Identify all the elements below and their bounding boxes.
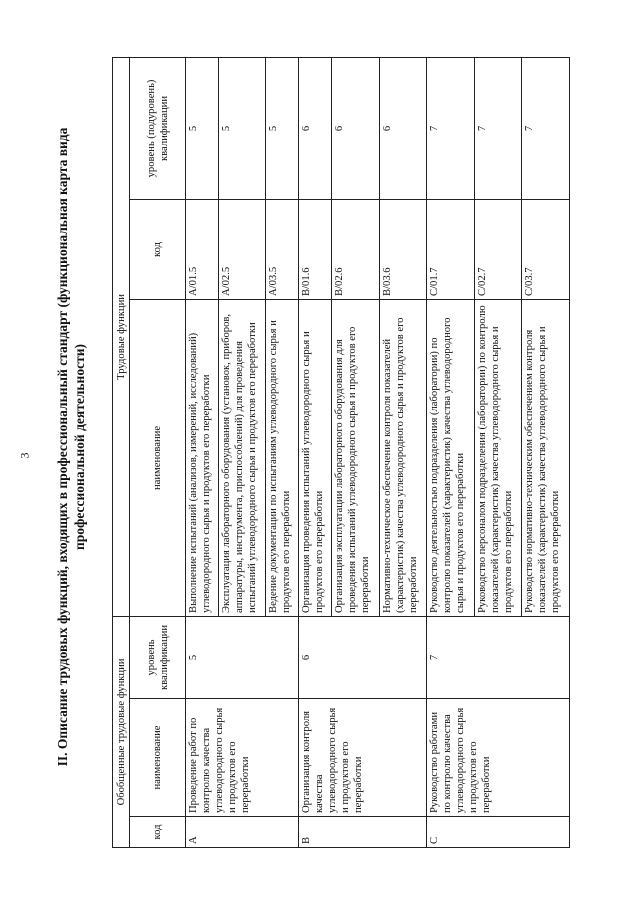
tf-name: Руководство деятельностью подразделения (лаборатории) по контролю показателей (характеристик) качества углеводородного сырья и продуктов его переработки xyxy=(427,299,475,616)
gtf-code: A xyxy=(186,817,299,848)
page-number: 3 xyxy=(17,452,32,459)
tf-level: 5 xyxy=(266,57,299,199)
tf-code: A/01.5 xyxy=(186,199,219,299)
functional-map-table xyxy=(112,57,570,848)
tf-level: 5 xyxy=(218,57,266,199)
header-name: наименование xyxy=(130,699,186,817)
tf-name: Организация эксплуатации лабораторного оборудования для проведения испытаний углеводородного сырья и продуктов его переработки xyxy=(332,299,380,616)
gtf-name: Руководство работами по контролю качества углеводородного сырья и продуктов его переработки xyxy=(427,699,570,817)
header-tf-code: код xyxy=(130,199,186,299)
tf-code: A/02.5 xyxy=(218,199,266,299)
tf-name: Руководство нормативно-техническим обеспечением контроля показателей (характеристик) качества углеводородного сырья и продуктов его переработки xyxy=(522,299,570,616)
functional-map-table-container xyxy=(112,58,570,848)
gtf-level: 5 xyxy=(186,616,299,698)
header-level: уровень квалификации xyxy=(130,616,186,698)
table-row xyxy=(299,57,332,847)
tf-level: 7 xyxy=(522,57,570,199)
gtf-name: Проведение работ по контролю качества углеводородного сырья и продуктов его переработки xyxy=(186,699,299,817)
tf-name: Выполнение испытаний (анализов, измерений, исследований) углеводородного сырья и продуктов его переработки xyxy=(186,299,219,616)
tf-name: Руководство персоналом подразделения (лаборатории) по контролю показателей (характеристик) качества углеводородного сырья и продуктов его переработки xyxy=(474,299,522,616)
heading-line-1: II. Описание трудовых функций, входящих в профессиональный стандарт (функциональная карта вида xyxy=(55,127,70,767)
gtf-code: B xyxy=(299,817,427,848)
tf-code: B/03.6 xyxy=(379,199,427,299)
header-labor-functions: Трудовые функции xyxy=(113,57,130,616)
header-code: код xyxy=(130,817,186,848)
tf-code: C/01.7 xyxy=(427,199,475,299)
tf-code: B/02.6 xyxy=(332,199,380,299)
tf-level: 5 xyxy=(186,57,219,199)
tf-level: 7 xyxy=(427,57,475,199)
header-generalized-functions: Обобщенные трудовые функции xyxy=(113,616,130,847)
tf-name: Эксплуатация лабораторного оборудования (установок, приборов, аппаратуры, инструмента, приспособлений) для проведения испытаний углеводородного сырья и продуктов его переработки xyxy=(218,299,266,616)
tf-level: 6 xyxy=(299,57,332,199)
tf-name: Ведение документации по испытаниям углеводородного сырья и продуктов его переработки xyxy=(266,299,299,616)
header-tf-name: наименование xyxy=(130,299,186,616)
tf-code: A/03.5 xyxy=(266,199,299,299)
tf-level: 6 xyxy=(332,57,380,199)
tf-code: C/03.7 xyxy=(522,199,570,299)
gtf-name: Организация контроля качества углеводородного сырья и продуктов его переработки xyxy=(299,699,427,817)
tf-name: Организация проведения испытаний углеводородного сырья и продуктов его переработки xyxy=(299,299,332,616)
tf-code: B/01.6 xyxy=(299,199,332,299)
table-row xyxy=(427,57,475,847)
header-tf-level: уровень (подуровень) квалификации xyxy=(130,57,186,199)
heading-line-2: профессиональной деятельности) xyxy=(72,344,87,550)
section-heading xyxy=(54,77,88,817)
tf-level: 7 xyxy=(474,57,522,199)
tf-name: Нормативно-техническое обеспечение контроля показателей (характеристик) качества углеводородного сырья и продуктов его переработки xyxy=(379,299,427,616)
gtf-code: C xyxy=(427,817,570,848)
gtf-level: 6 xyxy=(299,616,427,698)
table-row xyxy=(186,57,219,847)
tf-code: C/02.7 xyxy=(474,199,522,299)
tf-level: 6 xyxy=(379,57,427,199)
gtf-level: 7 xyxy=(427,616,570,698)
